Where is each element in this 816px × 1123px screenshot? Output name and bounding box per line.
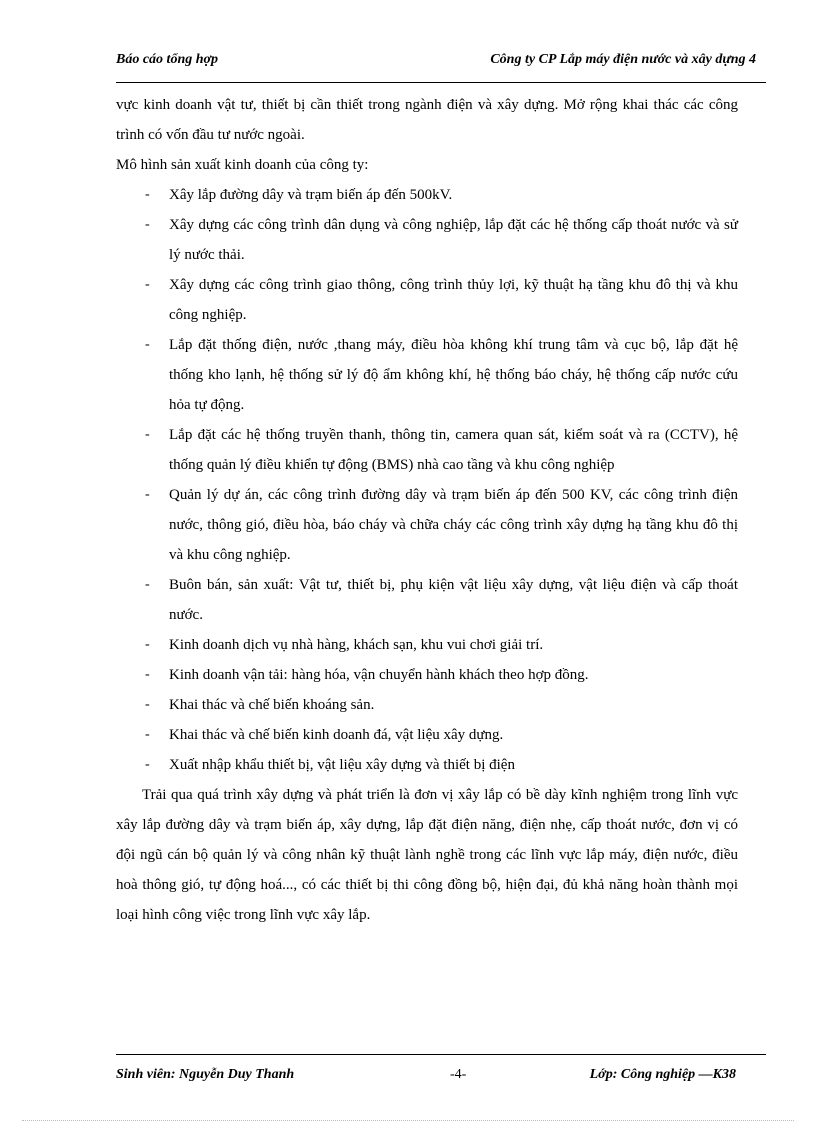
bullet-mark: - — [145, 277, 150, 292]
page-bottom-divider — [22, 1120, 794, 1121]
page-body — [116, 90, 738, 930]
page-footer — [116, 1054, 766, 1095]
model-heading: Mô hình sản xuất kinh doanh của công ty: — [116, 157, 369, 173]
list-item — [116, 480, 738, 570]
closing-paragraph: Trải qua quá trình xây dựng và phát triển là đơn vị xây lắp có bề dày kĩnh nghiệm trong lĩnh vực xây lắp đường dây và trạm biến áp, xây dựng, lắp đặt điện năng, điện nhẹ, cấp thoát nước, đơn vị có đội ngũ cán bộ quản lý và công nhân kỹ thuật lành nghề trong các lĩnh vực lắp máy, điện nước, điều hoà thông gió, tự động hoá..., có các thiết bị thi công đồng bộ, hiện đại, đủ khả năng hoàn thành mọi loại hình công việc trong lĩnh vực xây lắp. — [116, 787, 738, 923]
list-item — [116, 330, 738, 420]
list-item — [116, 690, 738, 720]
list-item-text: Xây dựng các công trình giao thông, công trình thủy lợi, kỹ thuật hạ tầng khu đô thị và khu công nghiệp. — [169, 277, 738, 323]
list-item — [116, 270, 738, 330]
bullet-mark: - — [145, 187, 150, 202]
list-item — [116, 570, 738, 630]
header-company-name: Công ty CP Lắp máy điện nước và xây dựng 4 — [490, 52, 756, 67]
list-item — [116, 180, 738, 210]
list-item — [116, 420, 738, 480]
intro-paragraph: vực kinh doanh vật tư, thiết bị cần thiết trong ngành điện và xây dựng. Mở rộng khai thác các công trình có vốn đầu tư nước ngoài. — [116, 97, 738, 143]
list-item-text: Lắp đặt các hệ thống truyền thanh, thông tin, camera quan sát, kiểm soát và ra (CCTV), hệ thống quản lý điều khiển tự động (BMS) nhà cao tầng và khu công nghiệp — [169, 427, 738, 473]
list-item — [116, 720, 738, 750]
business-activity-list — [116, 180, 738, 780]
list-item-text: Kinh doanh vận tải: hàng hóa, vận chuyển hành khách theo hợp đồng. — [169, 667, 589, 683]
list-item — [116, 210, 738, 270]
bullet-mark: - — [145, 217, 150, 232]
bullet-mark: - — [145, 667, 150, 682]
list-item-text: Khai thác và chế biến kinh doanh đá, vật liệu xây dựng. — [169, 727, 504, 743]
list-item — [116, 750, 738, 780]
footer-student-name: Sinh viên: Nguyễn Duy Thanh — [116, 1067, 295, 1082]
footer-class-info: Lớp: Công nghiệp —K38 — [589, 1067, 736, 1082]
list-item — [116, 660, 738, 690]
list-item-text: Buôn bán, sản xuất: Vật tư, thiết bị, phụ kiện vật liệu xây dựng, vật liệu điện và cấp thoát nước. — [169, 577, 738, 623]
header-report-title: Báo cáo tổng hợp — [116, 52, 219, 67]
bullet-mark: - — [145, 337, 150, 352]
list-item-text: Xuất nhập khẩu thiết bị, vật liệu xây dựng và thiết bị điện — [169, 757, 515, 773]
bullet-mark: - — [145, 427, 150, 442]
list-item-text: Xây lắp đường dây và trạm biến áp đến 500kV. — [169, 187, 453, 203]
bullet-mark: - — [145, 727, 150, 742]
list-item-text: Quản lý dự án, các công trình đường dây và trạm biến áp đến 500 KV, các công trình điện nước, thông gió, điều hòa, báo cháy và chữa cháy các công trình xây dựng hạ tầng khu đô thị và khu công nghiệp. — [169, 487, 738, 563]
page-header — [116, 46, 766, 83]
bullet-mark: - — [145, 577, 150, 592]
page-number: -4- — [450, 1067, 467, 1082]
list-item-text: Kinh doanh dịch vụ nhà hàng, khách sạn, khu vui chơi giải trí. — [169, 637, 544, 653]
bullet-mark: - — [145, 697, 150, 712]
list-item — [116, 630, 738, 660]
list-item-text: Lắp đặt thống điện, nước ,thang máy, điều hòa không khí trung tâm và cục bộ, lắp đặt hệ thống kho lạnh, hệ thống sử lý độ ẩm không khí, hệ thống báo cháy, hệ thống cấp nước cứu hỏa tự động. — [169, 337, 738, 413]
bullet-mark: - — [145, 637, 150, 652]
bullet-mark: - — [145, 757, 150, 772]
bullet-mark: - — [145, 487, 150, 502]
list-item-text: Khai thác và chế biến khoáng sản. — [169, 697, 375, 713]
list-item-text: Xây dựng các công trình dân dụng và công nghiệp, lắp đặt các hệ thống cấp thoát nước và sử lý nước thải. — [169, 217, 738, 263]
